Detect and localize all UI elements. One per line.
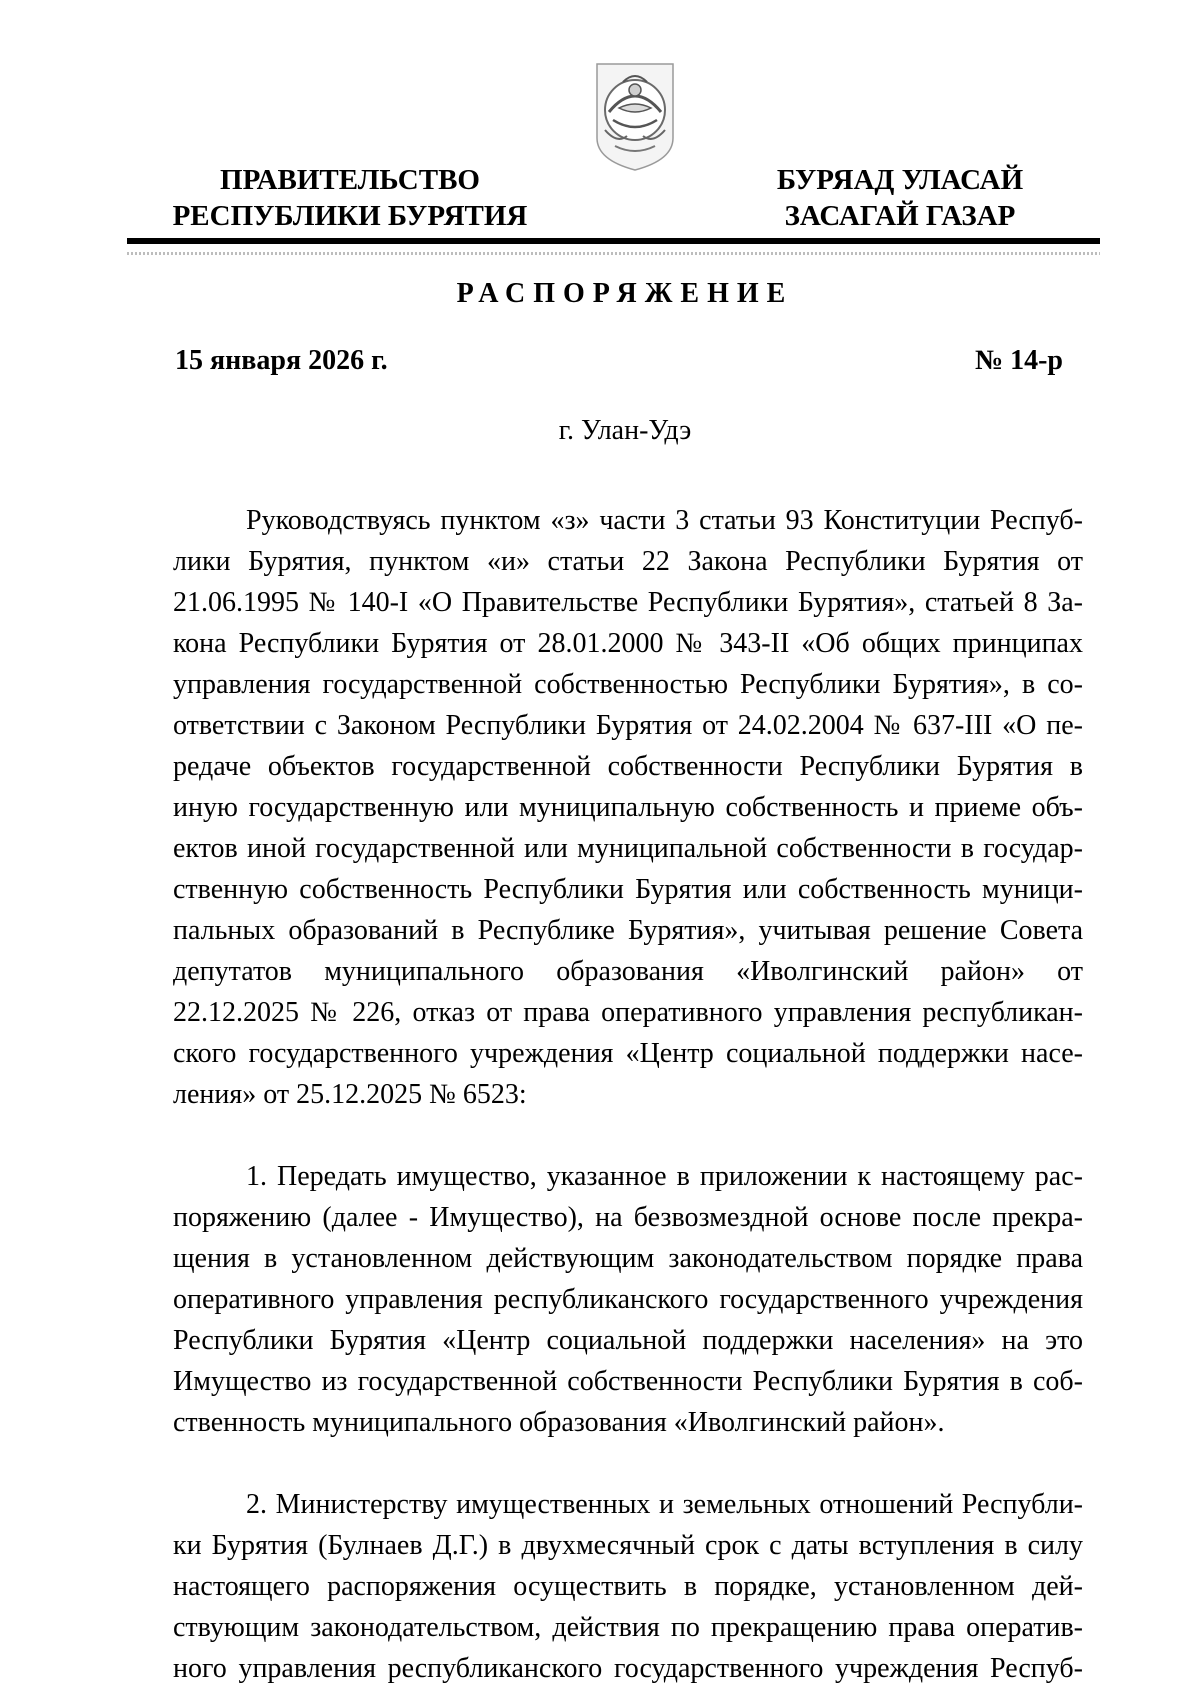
header-divider-thick xyxy=(127,238,1100,244)
government-name-buryat-line1: БУРЯАД УЛАСАЙ xyxy=(776,164,1024,196)
government-name-russian-line1: ПРАВИТЕЛЬСТВО xyxy=(220,164,480,196)
document-number: № 14-р xyxy=(974,345,1063,376)
document-city: г. Улан-Удэ xyxy=(558,415,692,446)
document-type-title: РАСПОРЯЖЕНИЕ xyxy=(456,278,794,309)
government-name-russian xyxy=(150,162,550,234)
government-name-russian-line2: РЕСПУБЛИКИ БУРЯТИЯ xyxy=(172,200,528,232)
clause-2-paragraph: 2. Министерству имущественных и земельных отношений Республики Бурятия (Булнаев Д.Г.) в двухмесячный срок с даты вступления в силу настоящего распоряжения осуществить в порядке, установленном действующим законодательством, действия по прекращению права оперативного управления республиканского государственного учреждения Респуб- xyxy=(173,1489,1083,1684)
government-name-buryat-line2: ЗАСАГАЙ ГАЗАР xyxy=(784,200,1016,232)
document-body xyxy=(173,500,1083,1689)
document-date: 15 января 2026 г. xyxy=(175,345,388,376)
clause-1-paragraph: 1. Передать имущество, указанное в приложении к настоящему распоряжению (далее - Имущество), на безвозмездной основе после прекращения в установленном действующим законодательством порядке права оперативного управления республиканского государственного учреждения Республики Бурятия «Центр социальной поддержки населения» на это Имущество из государственной собственности Республики Бурятия в собственность муниципального образования «Иволгинский район». xyxy=(173,1161,1083,1438)
preamble-paragraph: Руководствуясь пунктом «з» части 3 статьи 93 Конституции Республики Бурятия, пунктом «и» статьи 22 Закона Республики Бурятия от 21.06.1995 № 140-I «О Правительстве Республики Бурятия», статьей 8 Закона Республики Бурятия от 28.01.2000 № 343-II «Об общих принципах управления государственной собственностью Республики Бурятия», в соответствии с Законом Республики Бурятия от 24.02.2004 № 637-III «О передаче объектов государственной собственности Республики Бурятия в иную государственную или муниципальную собственность и приеме объектов иной государственной или муниципальной собственности в государственную собственность Республики Бурятия или собственность муниципальных образований в Республике Бурятия», учитывая решение Совета депутатов муниципального образования «Иволгинский район» от 22.12.2025 № 226, отказ от права оперативного управления республиканского государственного учреждения «Центр социальной поддержки населения» от 25.12.2025 № 6523: xyxy=(173,505,1083,1110)
coat-of-arms-icon xyxy=(593,60,677,174)
header-divider-thin xyxy=(127,252,1100,255)
government-name-buryat xyxy=(720,162,1080,234)
